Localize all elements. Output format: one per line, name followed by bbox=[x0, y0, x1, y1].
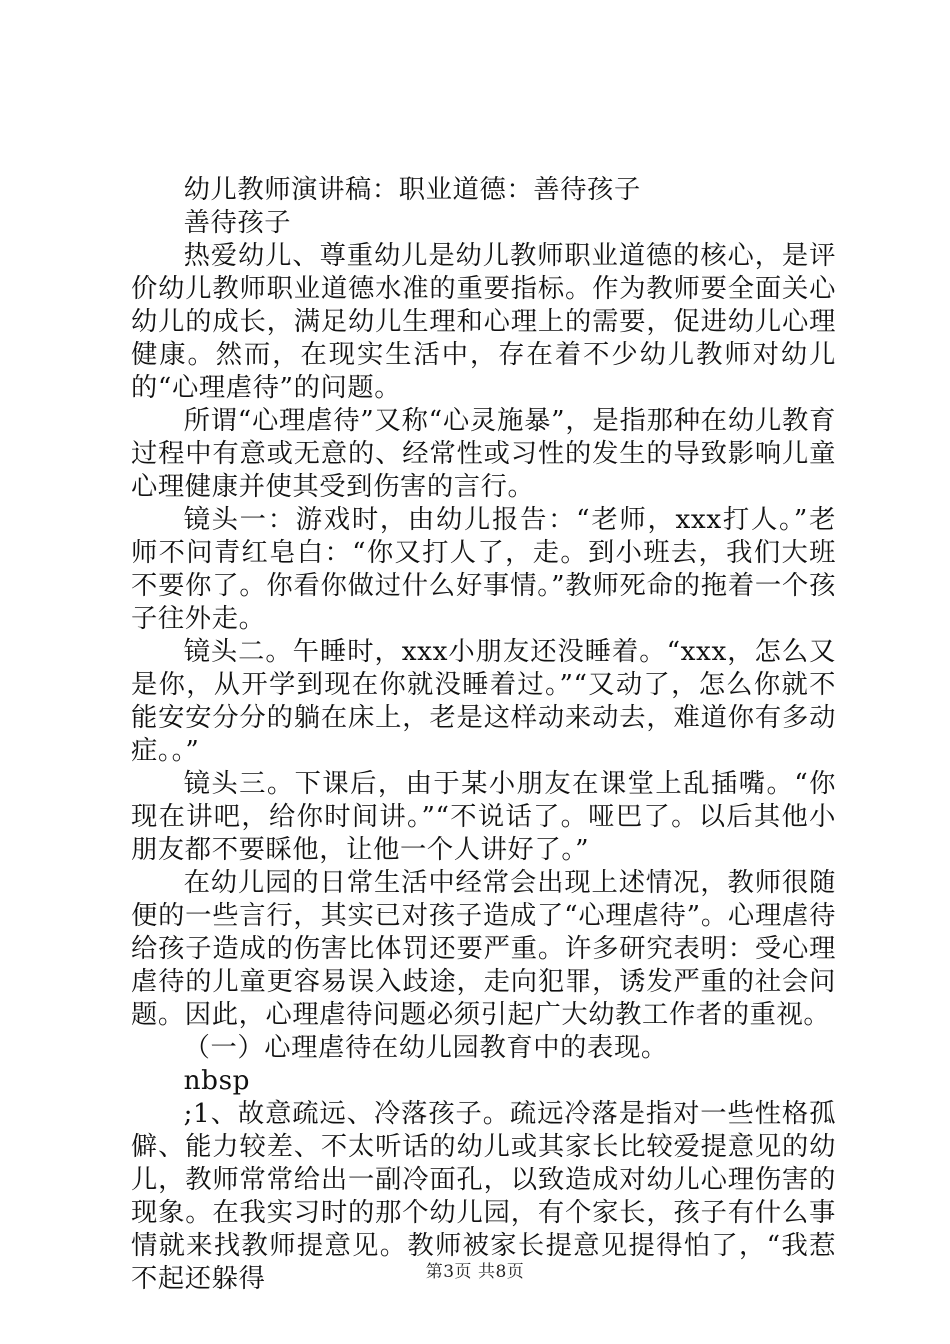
paragraph: 镜头三。下课后，由于某小朋友在课堂上乱插嘴。“你现在讲吧，给你时间讲。”“不说话了。哑巴了。以后其他小朋友都不要睬他，让他一个人讲好了。” bbox=[131, 769, 836, 865]
paragraph: 所谓“心理虐待”又称“心灵施暴”，是指那种在幼儿教育过程中有意或无意的、经常性或习性的发生的导致影响儿童心理健康并使其受到伤害的言行。 bbox=[131, 406, 836, 502]
document-body bbox=[131, 174, 836, 1296]
paragraph: 在幼儿园的日常生活中经常会出现上述情况，教师很随便的一些言行，其实已对孩子造成了“心理虐待”。心理虐待给孩子造成的伤害比体罚还要严重。许多研究表明：受心理虐待的儿童更容易误入歧途，走向犯罪，诱发严重的社会问题。因此，心理虐待问题必须引起广大幼教工作者的重视。 bbox=[131, 868, 836, 1030]
paragraph: 镜头二。午睡时，xxx小朋友还没睡着。“xxx，怎么又是你，从开学到现在你就没睡着过。”“又动了，怎么你就不能安安分分的躺在床上，老是这样动来动去，难道你有多动症。。” bbox=[131, 637, 836, 766]
document-title: 幼儿教师演讲稿：职业道德：善待孩子 bbox=[183, 175, 641, 205]
paragraph: ;1、故意疏远、冷落孩子。疏远冷落是指对一些性格孤僻、能力较差、不太听话的幼儿或其家长比较爱提意见的幼儿，教师常常给出一副冷面孔，以致造成对幼儿心理伤害的现象。在我实习时的那个幼儿园，有个家长，孩子有什么事情就来找教师提意见。教师被家长提意见提得怕了，“我惹不起还躲得 bbox=[131, 1099, 836, 1294]
document-subtitle: 善待孩子 bbox=[183, 208, 292, 238]
section-heading: （一）心理虐待在幼儿园教育中的表现。 bbox=[183, 1033, 668, 1063]
nbsp-line: nbsp bbox=[183, 1066, 251, 1096]
page-number-footer: 第3页 共8页 bbox=[425, 1262, 525, 1282]
paragraph: 热爱幼儿、尊重幼儿是幼儿教师职业道德的核心，是评价幼儿教师职业道德水准的重要指标。作为教师要全面关心幼儿的成长，满足幼儿生理和心理上的需要，促进幼儿心理健康。然而，在现实生活中，存在着不少幼儿教师对幼儿的“心理虐待”的问题。 bbox=[131, 241, 836, 403]
paragraph: 镜头一：游戏时，由幼儿报告：“老师，xxx打人。”老师不问青红皂白：“你又打人了，走。到小班去，我们大班不要你了。你看你做过什么好事情。”教师死命的拖着一个孩子往外走。 bbox=[131, 505, 836, 634]
